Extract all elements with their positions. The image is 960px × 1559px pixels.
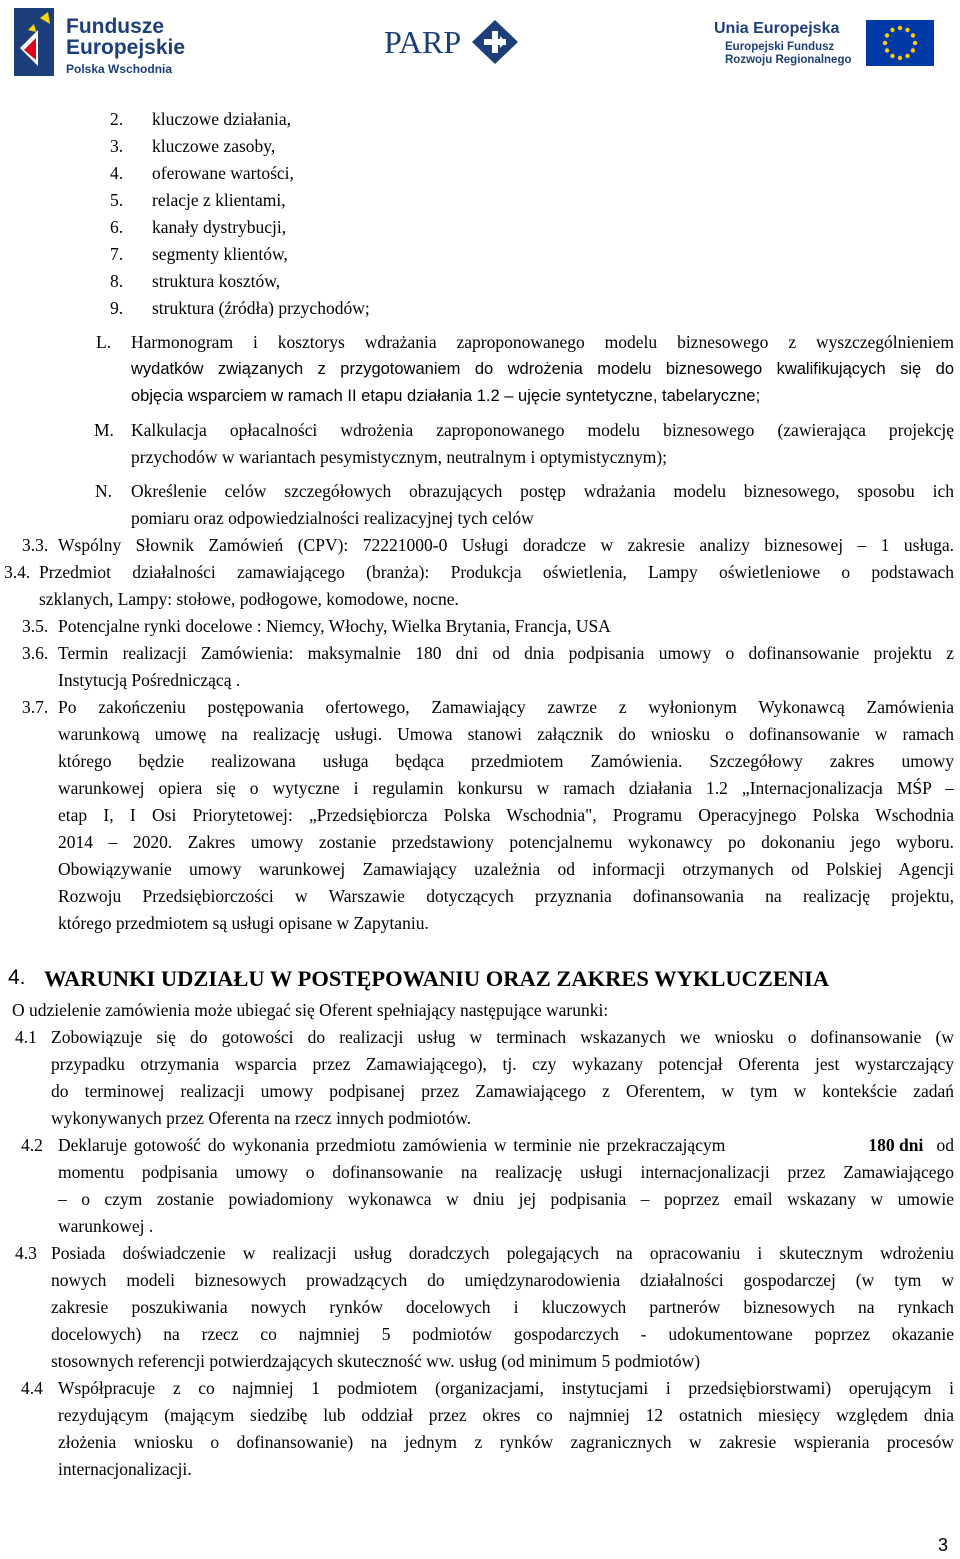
section-text: wykonywanych przez Oferenta na rzecz innych podmiotów. bbox=[51, 1108, 472, 1128]
section-number: 4.1 bbox=[15, 1027, 37, 1047]
section-title: WARUNKI UDZIAŁU W POSTĘPOWANIU ORAZ ZAKRES WYKLUCZENIA bbox=[44, 966, 830, 991]
section-number: 4.3 bbox=[15, 1243, 37, 1263]
list-item-text: relacje z klientami, bbox=[152, 190, 286, 210]
section-number: 3.7. bbox=[22, 697, 49, 717]
section-text: Instytucją Pośredniczącą . bbox=[58, 670, 241, 690]
list-item-text: oferowane wartości, bbox=[152, 163, 294, 183]
section-text: od bbox=[936, 1135, 954, 1155]
section-intro: O udzielenie zamówienia może ubiegać się Oferent spełniający następujące warunki: bbox=[12, 1000, 609, 1020]
fe-logo-line3: Polska Wschodnia bbox=[66, 62, 173, 76]
deadline-days: 180 dni bbox=[868, 1135, 924, 1155]
list-item-text: kanały dystrybucji, bbox=[152, 217, 287, 237]
list-item-text: struktura kosztów, bbox=[152, 271, 281, 291]
ue-logo-line2: Europejski Fundusz bbox=[725, 41, 835, 53]
section-text: Wspólny Słownik Zamówień (CPV): 72221000-0 Usługi doradcze w zakresie analizy biznesowej – 1 usługa. bbox=[58, 535, 954, 555]
fe-logo-line1: Fundusze bbox=[66, 15, 164, 38]
section-text: Zobowiązuje się do gotowości do realizacji usług w terminach wskazanych we wniosku o dofinansowanie (w bbox=[51, 1027, 954, 1047]
section-text: Po zakończeniu postępowania ofertowego, Zamawiający zawrze z wyłonionym Wykonawcą Zamówienia bbox=[58, 697, 954, 717]
section-text: Termin realizacji Zamówienia: maksymalnie 180 dni od dnia podpisania umowy o dofinansowanie projektu z bbox=[58, 643, 954, 663]
list-item: 7. bbox=[110, 244, 124, 264]
section-text-first-line bbox=[58, 1132, 954, 1159]
section-text: stosownych referencji potwierdzających skuteczność ww. usług (od minimum 5 podmiotów) bbox=[51, 1351, 701, 1371]
point-line: Określenie celów szczegółowych obrazujących postęp wdrażania modelu biznesowego, sposobu ich bbox=[131, 481, 954, 501]
section-text: Przedmiot działalności zamawiającego (branża): Produkcja oświetlenia, Lampy oświetleniowe o podstawach bbox=[39, 562, 954, 582]
fe-logo bbox=[14, 8, 184, 78]
section-text: złożenia wniosku o dofinansowanie) na jednym z rynków zagranicznych w zakresie wspierania procesów bbox=[58, 1432, 954, 1452]
list-item: 8. bbox=[110, 271, 124, 291]
point-line: Kalkulacja opłacalności wdrożenia zaproponowanego modelu biznesowego (zawierająca projekcję bbox=[131, 420, 954, 440]
point-line: Harmonogram i kosztorys wdrażania zaproponowanego modelu biznesowego z wyszczególnieniem bbox=[131, 332, 954, 352]
section-text: Współpracuje z co najmniej 1 podmiotem (organizacjami, instytucjami i przedsiębiorstwami) operującym i bbox=[58, 1378, 954, 1398]
page-number: 3 bbox=[938, 1535, 949, 1555]
list-item: 2. bbox=[110, 109, 124, 129]
section-text: przypadku otrzymania wsparcia przez Zamawiającego), tj. czy wykazany potencjał Oferenta jest wystarczający bbox=[51, 1054, 954, 1074]
eu-flag-icon bbox=[866, 20, 934, 66]
list-item: 9. bbox=[110, 298, 124, 318]
section-text: zakresie poszukiwania nowych rynków docelowych i kluczowych partnerów biznesowych na rynkach bbox=[51, 1297, 954, 1317]
section-text: do terminowej realizacji umowy podpisanej przez Zamawiającego z Oferentem, w tym w kontekście zadań bbox=[51, 1081, 954, 1101]
point-line: wydatków związanych z przygotowaniem do wdrożenia modelu biznesowego kwalifikujących się do bbox=[131, 360, 954, 378]
section-number: 3.5. bbox=[22, 616, 49, 636]
ue-logo bbox=[714, 20, 934, 70]
section-number: 4.2 bbox=[21, 1135, 43, 1155]
point-label: L. bbox=[96, 332, 112, 352]
list-item: 4. bbox=[110, 163, 124, 183]
point-label: N. bbox=[95, 481, 113, 501]
section-number: 3.6. bbox=[22, 643, 49, 663]
section-text: momentu podpisania umowy o dofinansowanie na realizację usługi internacjonalizacji przez Zamawiającego bbox=[58, 1162, 954, 1182]
section-text: Obowiązywanie umowy warunkowej Zamawiający uzależnia od informacji otrzymanych od Polskiej Agencji bbox=[58, 859, 954, 879]
section-text: Deklaruje gotowość do wykonania przedmiotu zamówienia w terminie nie przekraczającym bbox=[58, 1135, 726, 1155]
fe-logo-mark bbox=[14, 8, 54, 76]
list-item: 5. bbox=[110, 190, 124, 210]
section-text: szklanych, Lampy: stołowe, podłogowe, komodowe, nocne. bbox=[39, 589, 459, 609]
parp-logo-mark bbox=[470, 18, 520, 66]
section-number: 3.4. bbox=[4, 562, 31, 582]
point-line: przychodów w wariantach pesymistycznym, neutralnym i optymistycznym); bbox=[131, 447, 668, 467]
section-text: etap I, I Osi Priorytetowej: „Przedsiębiorcza Polska Wschodnia", Programu Operacyjnego Polska Wschodnia bbox=[58, 805, 954, 825]
section-text: 2014 – 2020. Zakres umowy zostanie przedstawiony potencjalnemu wykonawcy po dokonaniu jego wyboru. bbox=[58, 832, 954, 852]
section-text: Rozwoju Przedsiębiorczości w Warszawie dotyczących przyznania dofinansowania na realizację projektu, bbox=[58, 886, 954, 906]
section-text: warunkowej . bbox=[58, 1216, 154, 1236]
section-text: warunkową umowę na realizację usługi. Umowa stanowi załącznik do wniosku o dofinansowanie w ramach bbox=[58, 724, 954, 744]
point-label: M. bbox=[94, 420, 114, 440]
list-item-text: kluczowe działania, bbox=[152, 109, 291, 129]
point-line: objęcia wsparciem w ramach II etapu działania 1.2 – ujęcie syntetyczne, tabelaryczne; bbox=[131, 387, 761, 405]
list-item-text: segmenty klientów, bbox=[152, 244, 288, 264]
section-text: Posiada doświadczenie w realizacji usług doradczych polegających na opracowaniu i skutecznym wdrożeniu bbox=[51, 1243, 954, 1263]
section-text: internacjonalizacji. bbox=[58, 1459, 192, 1479]
section-number: 3.3. bbox=[22, 535, 49, 555]
parp-logo-text: PARP bbox=[384, 24, 462, 60]
fe-logo-line2: Europejskie bbox=[66, 36, 186, 59]
section-text: rezydującym (mającym siedzibę lub oddział przez okres co najmniej 12 ostatnich miesięcy względem dnia bbox=[58, 1405, 954, 1425]
ue-logo-line1: Unia Europejska bbox=[714, 20, 840, 37]
parp-logo bbox=[384, 18, 524, 68]
section-text: docelowych) na rzecz co najmniej 5 podmiotów gospodarczych - udokumentowane poprzez okazanie bbox=[51, 1324, 954, 1344]
section-text: – o czym zostanie powiadomiony wykonawca w dniu jej podpisania – poprzez email wskazany w umowie bbox=[58, 1189, 954, 1209]
section-text: warunkowej opiera się o wytyczne i regulamin konkursu w ramach działania 1.2 „Internacjonalizacja MŚP – bbox=[58, 778, 954, 798]
list-item-text: kluczowe zasoby, bbox=[152, 136, 276, 156]
list-item: 6. bbox=[110, 217, 124, 237]
point-line: pomiaru oraz odpowiedzialności realizacyjnej tych celów bbox=[131, 508, 534, 528]
ue-logo-line3: Rozwoju Regionalnego bbox=[725, 54, 852, 66]
section-number: 4. bbox=[8, 966, 26, 989]
section-text: którego będzie realizowana usługa będąca przedmiotem Zamówienia. Szczegółowy zakres umowy bbox=[58, 751, 954, 771]
section-text: którego przedmiotem są usługi opisane w Zapytaniu. bbox=[58, 913, 429, 933]
section-number: 4.4 bbox=[21, 1378, 43, 1398]
section-text: Potencjalne rynki docelowe : Niemcy, Włochy, Wielka Brytania, Francja, USA bbox=[58, 616, 611, 636]
list-item-text: struktura (źródła) przychodów; bbox=[152, 298, 370, 318]
section-text: nowych modeli biznesowych prowadzących do umiędzynarodowienia działalności gospodarczej (w tym w bbox=[51, 1270, 954, 1290]
list-item: 3. bbox=[110, 136, 124, 156]
